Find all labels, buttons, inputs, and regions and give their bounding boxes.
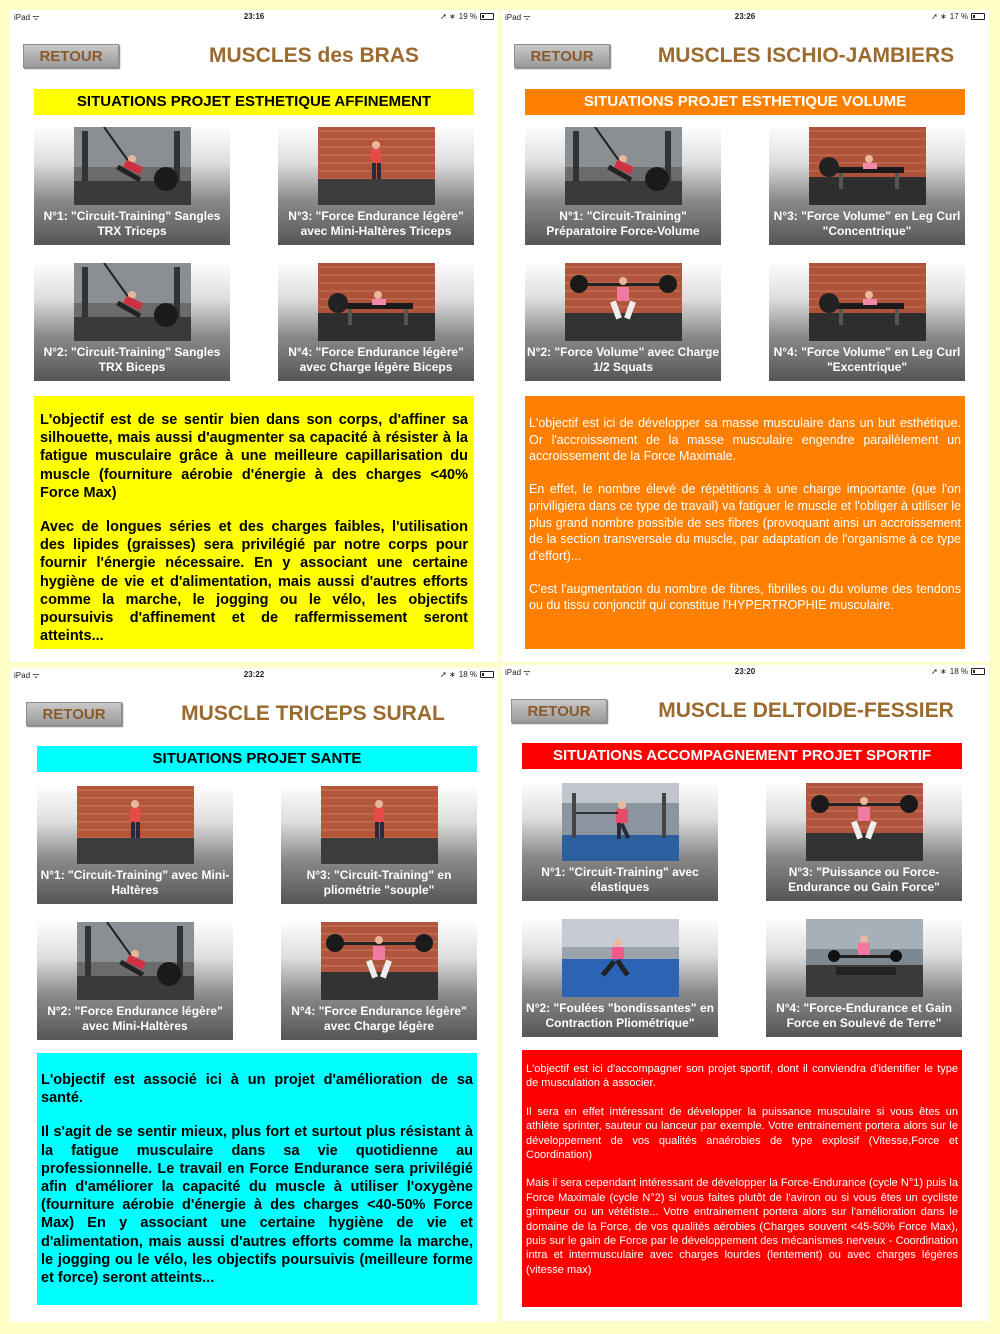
exercise-caption: N°4: "Force Volume" en Leg Curl "Excentrique" bbox=[773, 345, 961, 374]
exercise-photo bbox=[562, 783, 679, 861]
retour-button[interactable]: RETOUR bbox=[514, 44, 610, 68]
exercise-photo bbox=[562, 919, 679, 997]
clock: 23:22 bbox=[243, 670, 265, 679]
objective-paragraph: En effet, le nombre élevé de répétitions à une charge importante (que l'on priviligiera dans ce type de travail) va fatiguer le muscle et l'obliger à utiliser le plus grand nombre possible de ses fibres (provoquant ainsi un accroissement de la section transversale du muscle, par adaptation de l'organisme à ce type d'effort)... bbox=[529, 482, 961, 563]
exercise-tile-1[interactable] bbox=[525, 127, 721, 245]
objective-paragraph: L'objectif est ici de développer sa masse musculaire dans un but esthétique. Or l'accroissement de la masse musculaire engendre parallèlement un accroissement de la Force Maximale. bbox=[529, 416, 961, 464]
exercise-caption: N°1: "Circuit-Training" avec Mini-Haltères bbox=[40, 868, 230, 897]
exercise-photo bbox=[77, 786, 194, 864]
status-right: ➚ ∗ 19 % bbox=[440, 12, 494, 21]
device-label: iPad ᯤ bbox=[14, 671, 40, 680]
exercise-photo bbox=[321, 922, 438, 1000]
status-bar bbox=[10, 668, 498, 682]
exercise-caption: N°1: "Circuit-Training" avec élastiques bbox=[541, 865, 699, 894]
panel-deltoide-fessier bbox=[501, 665, 989, 1321]
clock: 23:16 bbox=[243, 12, 265, 21]
exercise-caption: N°2: "Foulées "bondissantes" en Contraction Pliométrique" bbox=[526, 1001, 714, 1030]
objective-paragraph: C'est l'augmentation du nombre de fibres, fibrilles ou du volume des tendons ou du tissu conjonctif qui constitue l'HYPERTROPHIE musculaire. bbox=[529, 581, 961, 613]
objective-description bbox=[525, 396, 965, 649]
exercise-photo bbox=[565, 127, 682, 205]
page-title: MUSCLES ISCHIO-JAMBIERS bbox=[657, 44, 955, 67]
status-right: ➚ ∗ 17 % bbox=[931, 12, 985, 21]
exercise-caption: N°2: "Force Volume" avec Charge 1/2 Squats bbox=[526, 345, 720, 374]
battery-icon bbox=[971, 13, 985, 20]
section-banner: SITUATIONS PROJET SANTE bbox=[37, 746, 477, 772]
exercise-caption: N°1: "Circuit-Training" Sangles TRX Triceps bbox=[43, 209, 221, 238]
exercise-tile-3[interactable] bbox=[281, 786, 477, 904]
exercise-tile-2[interactable] bbox=[522, 919, 718, 1037]
exercise-tile-3[interactable] bbox=[766, 783, 962, 901]
status-right: ➚ ∗ 18 % bbox=[440, 670, 494, 679]
exercise-caption: N°4: "Force Endurance légère" avec Charge légère bbox=[291, 1004, 467, 1033]
exercise-caption: N°4: "Force Endurance légère" avec Charge légère Biceps bbox=[288, 345, 464, 374]
exercise-photo bbox=[806, 919, 923, 997]
objective-paragraph: L'objectif est ici d'accompagner son projet sportif, dont il conviendra d'identifier le type de musculation à associer. bbox=[526, 1063, 958, 1090]
status-bar bbox=[501, 665, 989, 679]
exercise-tile-4[interactable] bbox=[769, 263, 965, 381]
exercise-tile-4[interactable] bbox=[766, 919, 962, 1037]
clock: 23:20 bbox=[734, 667, 756, 676]
exercise-caption: N°2: "Circuit-Training" Sangles TRX Biceps bbox=[43, 345, 221, 374]
exercise-caption: N°4: "Force-Endurance et Gain Force en Soulevé de Terre" bbox=[776, 1001, 952, 1030]
exercise-caption: N°3: "Force Endurance légère" avec Mini-Haltères Triceps bbox=[288, 209, 464, 238]
exercise-tile-2[interactable] bbox=[37, 922, 233, 1040]
exercise-tile-4[interactable] bbox=[278, 263, 474, 381]
exercise-photo bbox=[77, 922, 194, 1000]
exercise-caption: N°3: "Circuit-Training" en pliométrie "souple" bbox=[306, 868, 452, 897]
battery-icon bbox=[480, 671, 494, 678]
exercise-tile-1[interactable] bbox=[37, 786, 233, 904]
objective-paragraph: Mais il sera cependant intéressant de développer la Force-Endurance (cycle N°1) puis la Force Maximale (cycle N°2) si vous faites plutôt de l'aviron ou si vous êtes un cycliste grimpeur ou un vététiste... Votre entrainement portera alors sur l'amélioration dans le domaine de la Force, de vos qualités aérobies (Charges souvent <45-50% Force Max), puis sur le gain de Force par le développement des mécanismes nerveux - Coordination intra et intermusculaire avec charges lourdes (lentement) ou avec charges légères (vitesse max) bbox=[526, 1177, 958, 1276]
exercise-photo bbox=[321, 786, 438, 864]
exercise-photo bbox=[809, 127, 926, 205]
retour-button[interactable]: RETOUR bbox=[511, 699, 607, 723]
objective-paragraph: Il sera en effet intéressant de développer la puissance musculaire si vous êtes un athlète sprinter, sauteur ou lanceur par exemple. Votre entrainement portera alors sur le développement de vos qualités anaérobies de type explosif (Vitesse,Force et Coordination) bbox=[526, 1105, 958, 1162]
status-bar bbox=[10, 10, 498, 24]
exercise-photo bbox=[809, 263, 926, 341]
section-banner: SITUATIONS ACCOMPAGNEMENT PROJET SPORTIF bbox=[522, 743, 962, 769]
retour-button[interactable]: RETOUR bbox=[23, 44, 119, 68]
panel-triceps-sural bbox=[10, 668, 498, 1322]
status-bar bbox=[501, 10, 989, 24]
exercise-caption: N°1: "Circuit-Training" Préparatoire Force-Volume bbox=[546, 209, 700, 238]
device-label: iPad ᯤ bbox=[505, 668, 531, 677]
exercise-caption: N°2: "Force Endurance légère" avec Mini-Haltères bbox=[47, 1004, 223, 1033]
exercise-photo bbox=[74, 127, 191, 205]
exercise-photo bbox=[318, 263, 435, 341]
panel-bras bbox=[10, 10, 498, 662]
retour-button[interactable]: RETOUR bbox=[26, 702, 122, 726]
battery-icon bbox=[480, 13, 494, 20]
exercise-photo bbox=[74, 263, 191, 341]
device-label: iPad ᯤ bbox=[505, 13, 531, 22]
section-banner: SITUATIONS PROJET ESTHETIQUE VOLUME bbox=[525, 89, 965, 115]
page-title: MUSCLE TRICEPS SURAL bbox=[181, 702, 445, 725]
exercise-photo bbox=[565, 263, 682, 341]
objective-paragraph: Il s'agit de se sentir mieux, plus fort et surtout plus résistant à la fatigue musculaire dans sa vie quotidienne au professionnelle. Le travail en Force Endurance sera privilégié afin d'améliorer la capacité du muscle à utiliser l'oxygène (fourniture aérobie d'énergie à des charges <40-50% Force Max) En y associant une certaine hygiène de vie et d'alimentation, mais aussi d'autres efforts comme la marche, le jogging ou le vélo, les objectifs poursuivis (meilleure forme et force) seront atteints... bbox=[41, 1124, 473, 1287]
objective-paragraph: L'objectif est associé ici à un projet d'amélioration de sa santé. bbox=[41, 1072, 473, 1107]
section-banner: SITUATIONS PROJET ESTHETIQUE AFFINEMENT bbox=[34, 89, 474, 115]
objective-paragraph: L'objectif est de se sentir bien dans son corps, d'affiner sa silhouette, mais aussi d'augmenter sa capacité à résister à la fatigue musculaire grâce à une meilleure capillarisation du muscle (fourniture aérobie d'énergie à des charges <40% Force Max) bbox=[40, 412, 468, 501]
exercise-tile-1[interactable] bbox=[34, 127, 230, 245]
exercise-tile-2[interactable] bbox=[34, 263, 230, 381]
exercise-photo bbox=[318, 127, 435, 205]
panel-ischio bbox=[501, 10, 989, 662]
exercise-tile-3[interactable] bbox=[769, 127, 965, 245]
exercise-tile-4[interactable] bbox=[281, 922, 477, 1040]
page-title: MUSCLE DELTOIDE-FESSIER bbox=[658, 699, 954, 722]
device-label: iPad ᯤ bbox=[14, 13, 40, 22]
objective-description bbox=[37, 1053, 477, 1305]
exercise-photo bbox=[806, 783, 923, 861]
page-title: MUSCLES des BRAS bbox=[208, 44, 420, 67]
exercise-caption: N°3: "Force Volume" en Leg Curl "Concentrique" bbox=[773, 209, 961, 238]
objective-description bbox=[522, 1050, 962, 1307]
status-right: ➚ ∗ 18 % bbox=[931, 667, 985, 676]
exercise-tile-3[interactable] bbox=[278, 127, 474, 245]
exercise-tile-1[interactable] bbox=[522, 783, 718, 901]
exercise-tile-2[interactable] bbox=[525, 263, 721, 381]
objective-description bbox=[34, 396, 474, 649]
objective-paragraph: Avec de longues séries et des charges faibles, l'utilisation des lipides (graisses) sera privilégié par notre corps pour fournir l'énergie nécessaire. En y associant une certaine hygiène de vie et d'alimentation, mais aussi d'autres efforts comme la marche, le jogging ou le vélo, les objectifs poursuivis d'affinement et de raffermissement seront atteints... bbox=[40, 519, 468, 645]
clock: 23:26 bbox=[734, 12, 756, 21]
battery-icon bbox=[971, 668, 985, 675]
exercise-caption: N°3: "Puissance ou Force-Endurance ou Gain Force" bbox=[788, 865, 940, 894]
